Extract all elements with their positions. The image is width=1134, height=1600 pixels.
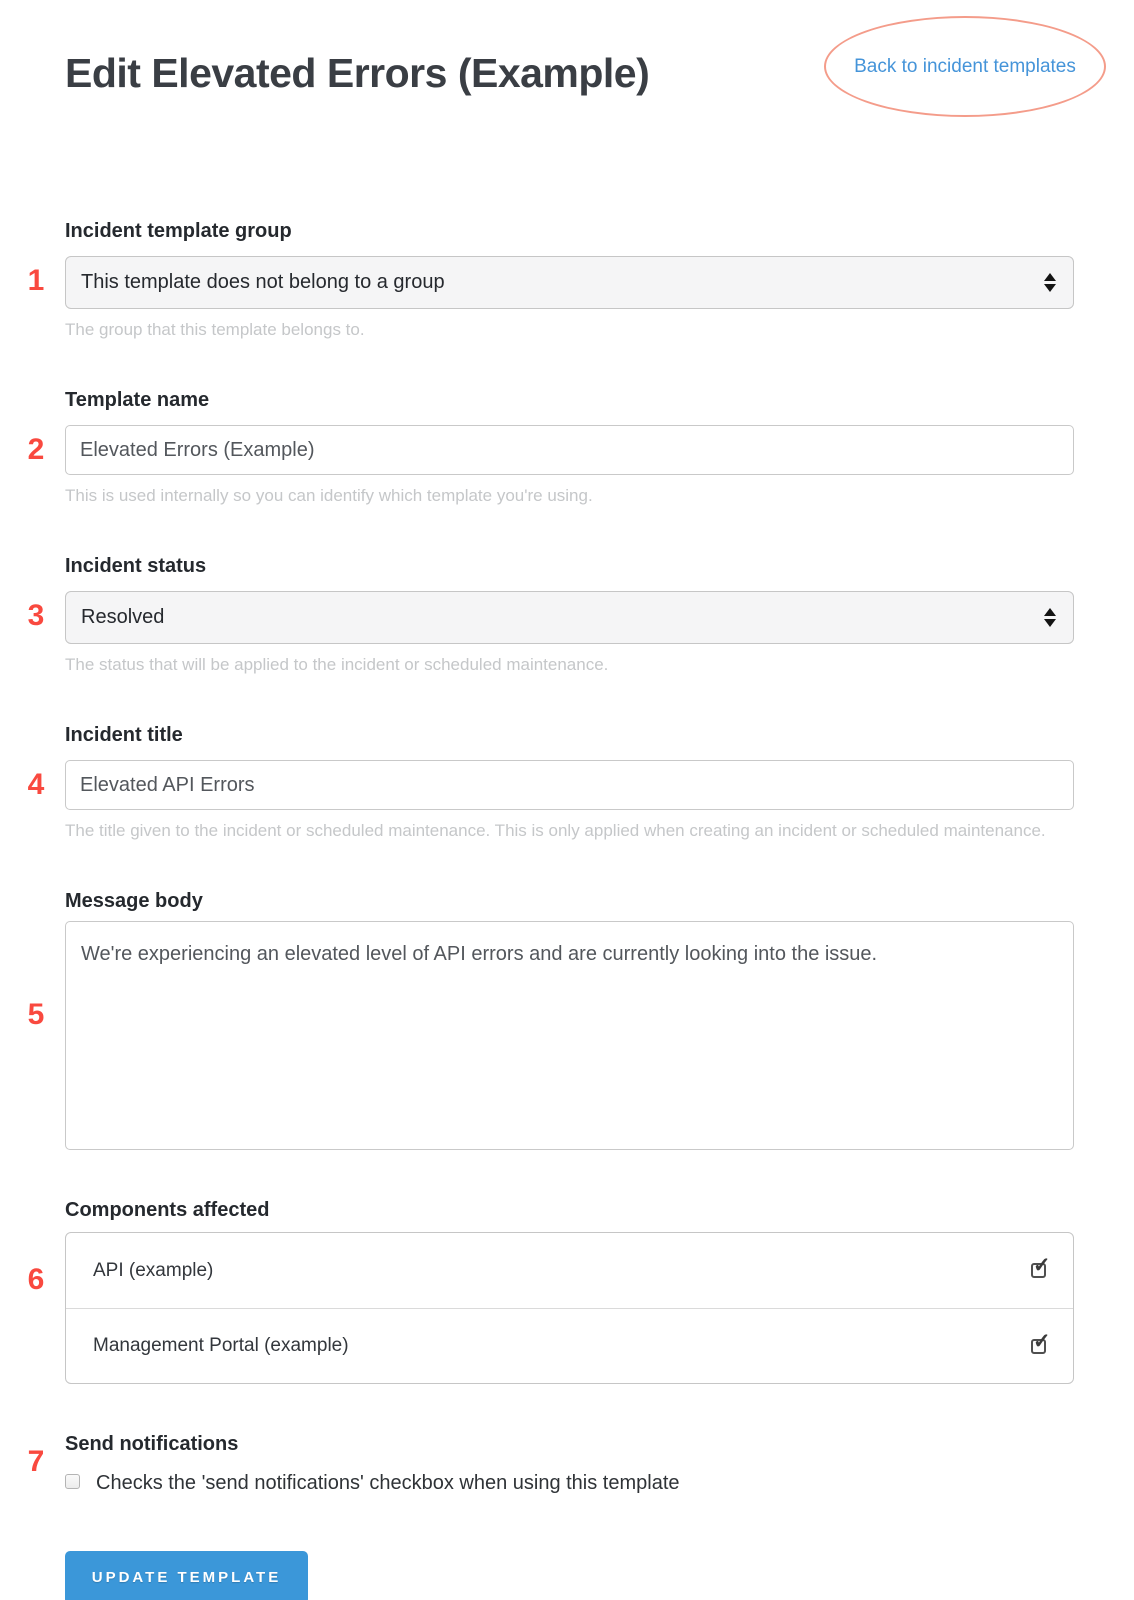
field-incident-status	[27, 555, 1074, 675]
components-list	[65, 1232, 1074, 1384]
send-notifications-caption: Checks the 'send notifications' checkbox when using this template	[96, 1472, 680, 1494]
annotation-number-5: 5	[27, 998, 45, 1031]
component-checkbox-checked[interactable]	[1031, 1254, 1051, 1278]
page-header	[65, 46, 1074, 146]
incident-title-label: Incident title	[65, 724, 183, 746]
template-name-label: Template name	[65, 389, 210, 411]
send-notifications-label: Send notifications	[65, 1433, 239, 1455]
message-body-label: Message body	[65, 890, 203, 912]
arrow-down-icon	[1044, 284, 1056, 292]
field-template-name	[27, 389, 1074, 506]
arrow-down-icon	[1044, 619, 1056, 627]
arrow-up-icon	[1044, 608, 1056, 616]
template-name-help-text: This is used internally so you can identify which template you're using.	[65, 486, 593, 505]
send-notifications-checkbox-unchecked[interactable]	[65, 1474, 80, 1489]
annotation-number-1: 1	[27, 264, 45, 297]
select-stepper-arrows-icon	[1044, 273, 1056, 292]
back-to-incident-templates-link[interactable]: Back to incident templates	[854, 55, 1076, 77]
update-template-button[interactable]: UPDATE TEMPLATE	[65, 1551, 308, 1600]
page-title: Edit Elevated Errors (Example)	[65, 50, 650, 96]
components-affected-label: Components affected	[65, 1199, 270, 1221]
check-icon: ✓	[1033, 1329, 1051, 1353]
annotation-number-3: 3	[27, 599, 45, 632]
template-group-select[interactable]	[65, 256, 1074, 309]
field-incident-template-group	[27, 220, 1074, 340]
incident-title-input[interactable]	[65, 760, 1074, 810]
annotation-number-6: 6	[27, 1263, 45, 1296]
template-name-input[interactable]	[65, 425, 1074, 475]
component-name: API (example)	[93, 1259, 214, 1281]
component-checkbox-checked[interactable]	[1031, 1329, 1051, 1354]
field-message-body	[27, 890, 1074, 1150]
check-icon: ✓	[1033, 1254, 1051, 1277]
incident-status-select[interactable]	[65, 591, 1074, 644]
incident-title-help-text: The title given to the incident or scheduled maintenance. This is only applied when creating an incident or scheduled maintenance.	[65, 821, 1046, 840]
component-row-management-portal[interactable]	[66, 1308, 1073, 1383]
annotation-number-4: 4	[27, 768, 45, 801]
message-body-textarea[interactable]	[65, 921, 1074, 1150]
field-incident-title	[27, 724, 1074, 841]
field-components-affected	[27, 1199, 1074, 1384]
send-notifications-row	[65, 1472, 1074, 1495]
annotation-number-2: 2	[27, 433, 45, 466]
incident-status-help-text: The status that will be applied to the incident or scheduled maintenance.	[65, 655, 609, 674]
highlight-ellipse	[824, 16, 1106, 117]
arrow-up-icon	[1044, 273, 1056, 281]
template-group-label: Incident template group	[65, 220, 292, 242]
field-send-notifications	[27, 1433, 1074, 1495]
annotation-number-7: 7	[27, 1445, 45, 1478]
incident-status-label: Incident status	[65, 555, 207, 577]
select-stepper-arrows-icon	[1044, 608, 1056, 627]
component-row-api[interactable]	[66, 1233, 1073, 1308]
component-name: Management Portal (example)	[93, 1335, 349, 1356]
incident-status-selected-value: Resolved	[81, 606, 165, 628]
template-group-selected-value: This template does not belong to a group	[81, 271, 445, 293]
template-group-help-text: The group that this template belongs to.	[65, 320, 365, 339]
